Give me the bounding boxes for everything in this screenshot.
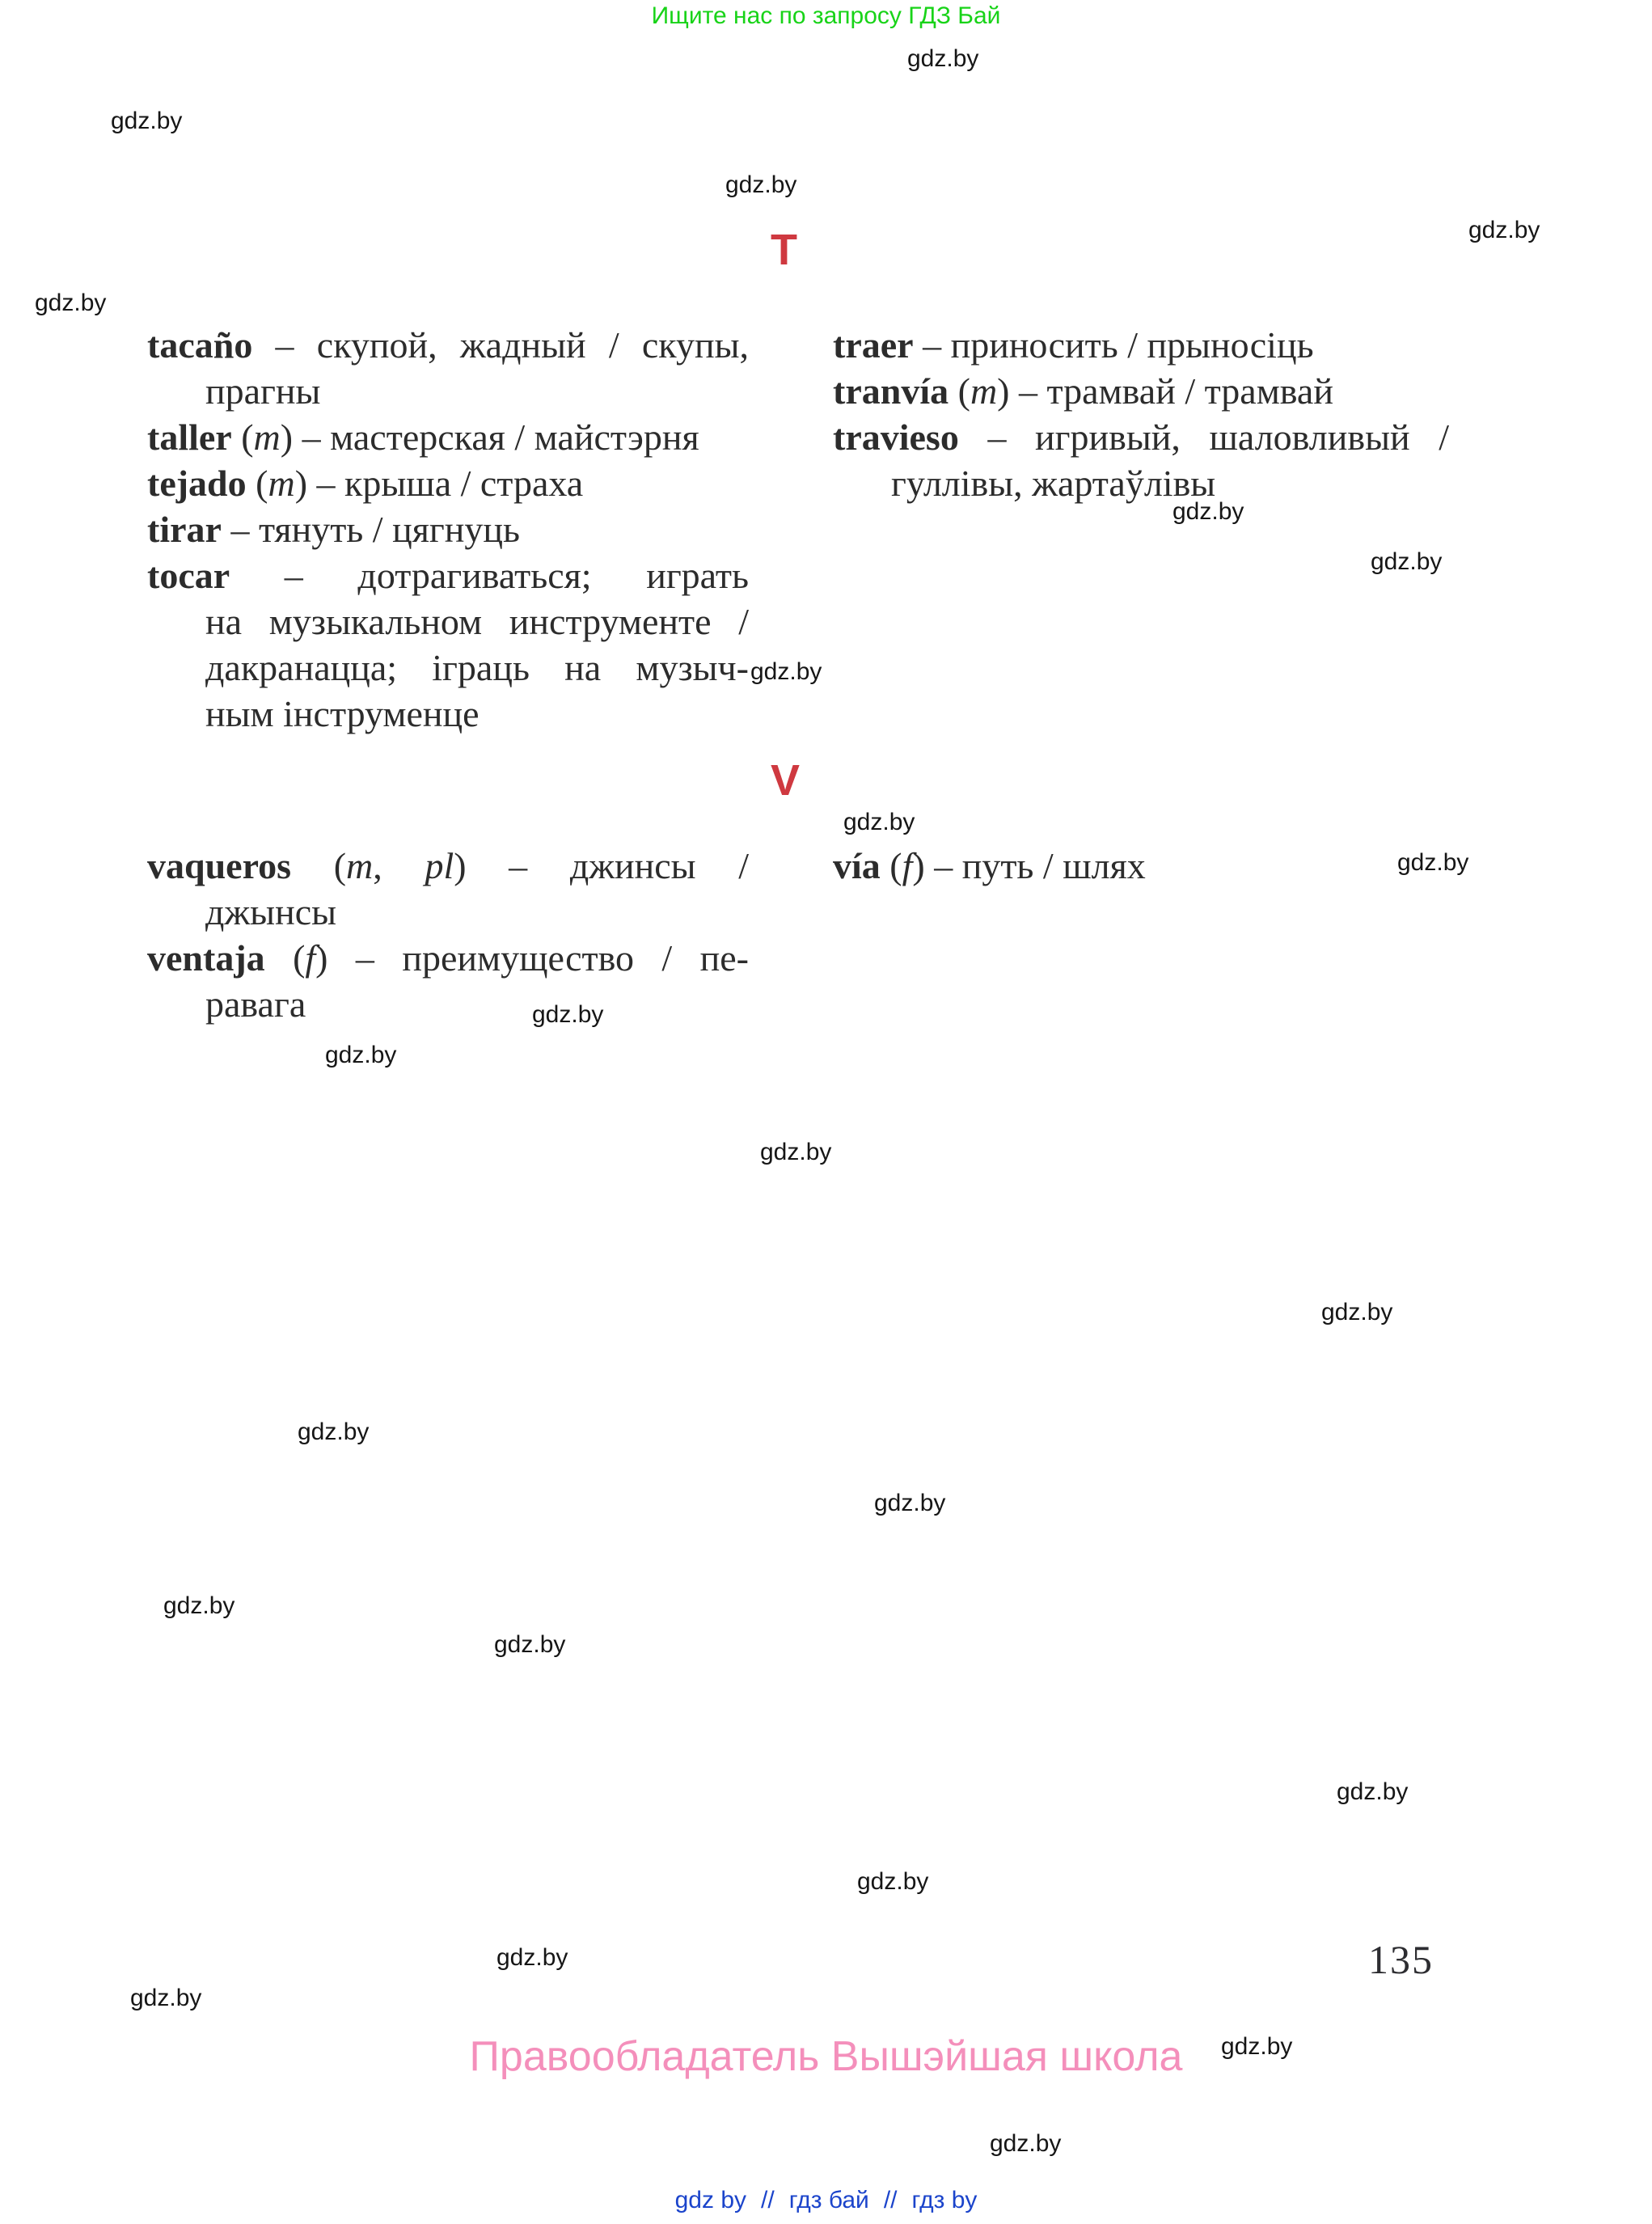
entry-text: – игривый, шаловливый / — [958, 416, 1449, 458]
watermark: gdz.by — [1321, 1299, 1393, 1326]
links-separator: // — [761, 2187, 775, 2213]
entry-text: на музыкальном инструменте / — [205, 601, 749, 642]
headword: traer — [833, 324, 914, 366]
dict-line — [833, 368, 1449, 414]
entry-text: ( — [880, 845, 902, 886]
footer-links-row — [0, 2186, 1652, 2215]
entry-text: дакранацца; іграць на музыч- — [205, 647, 749, 688]
dict-line — [147, 843, 749, 889]
entry-text: – скупой, жадный / скупы, — [252, 324, 749, 366]
links-separator: // — [883, 2187, 898, 2213]
dict-line — [147, 645, 749, 691]
gender-marker: f — [305, 937, 316, 979]
entry-text: ( — [246, 463, 268, 504]
gender-marker: m — [268, 463, 295, 504]
entry-text: ) – путь / шлях — [912, 845, 1146, 886]
watermark: gdz.by — [857, 1868, 929, 1895]
watermark: gdz.by — [111, 108, 183, 134]
entry-text: ным інструменце — [205, 693, 480, 734]
dict-line — [147, 889, 749, 935]
entry-text: – приносить / прыносіць — [913, 324, 1314, 366]
watermark: gdz.by — [163, 1592, 235, 1619]
dict-line — [833, 414, 1449, 460]
watermark: gdz.by — [907, 45, 979, 72]
watermark: gdz.by — [1337, 1778, 1409, 1805]
watermark: gdz.by — [1468, 217, 1540, 243]
dict-line — [147, 322, 749, 368]
headword: ventaja — [147, 937, 265, 979]
dict-line — [833, 322, 1449, 368]
entry-text: ) – мастерская / майстэрня — [280, 416, 699, 458]
watermark: gdz.by — [760, 1139, 832, 1165]
entry-text: равага — [205, 983, 306, 1025]
headword: tejado — [147, 463, 247, 504]
watermark: gdz.by — [130, 1985, 202, 2011]
watermark: gdz.by — [874, 1490, 946, 1516]
dict-line — [833, 460, 1449, 506]
entry-text: ) – джинсы / — [454, 845, 750, 886]
watermark: gdz.by — [843, 809, 915, 835]
headword: vaqueros — [147, 845, 292, 886]
watermark: gdz.by — [990, 2130, 1062, 2157]
watermark: gdz.by — [725, 171, 797, 198]
headword: tranvía — [833, 370, 949, 412]
entry-text: джынсы — [205, 891, 337, 932]
headword: tocar — [147, 555, 230, 596]
dict-line — [147, 935, 749, 981]
copyright-line: Правообладатель Вышэйшая школа — [469, 2033, 1183, 2080]
footer-link-gdz-by-2[interactable]: гдз by — [911, 2187, 978, 2213]
dict-line — [147, 414, 749, 460]
entry-text: – дотрагиваться; играть — [230, 555, 749, 596]
gender-marker: f — [902, 845, 913, 886]
headword: tacaño — [147, 324, 253, 366]
footer-link-gdz-by[interactable]: gdz by — [674, 2187, 747, 2213]
section-heading-t: T — [771, 226, 797, 274]
gender-marker: pl — [425, 845, 454, 886]
dict-line — [147, 598, 749, 645]
entry-text: гуллівы, жартаўлівы — [891, 463, 1216, 504]
entry-text: , — [373, 845, 425, 886]
watermark: gdz.by — [496, 1944, 568, 1971]
watermark: gdz.by — [1397, 849, 1469, 876]
dict-line — [147, 691, 749, 737]
watermark: gdz.by — [1221, 2033, 1293, 2060]
headword: taller — [147, 416, 232, 458]
dict-line — [833, 843, 1449, 889]
gender-marker: m — [970, 370, 998, 412]
headword: tirar — [147, 509, 222, 550]
watermark: gdz.by — [1371, 548, 1443, 575]
dict-line — [147, 506, 749, 552]
page-number: 135 — [1368, 1937, 1434, 1982]
entry-text: ( — [264, 937, 306, 979]
dict-line — [147, 552, 749, 598]
gender-marker: m — [346, 845, 374, 886]
watermark: gdz.by — [298, 1419, 370, 1445]
headword: vía — [833, 845, 881, 886]
entry-text: ( — [291, 845, 347, 886]
entry-text: ( — [949, 370, 970, 412]
dict-line — [147, 368, 749, 414]
watermark: gdz.by — [1172, 498, 1244, 525]
entry-text: ) – трамвай / трамвай — [997, 370, 1333, 412]
dict-line — [147, 460, 749, 506]
entry-text: ) – преимущество / пе- — [315, 937, 749, 979]
watermark: gdz.by — [494, 1631, 566, 1658]
watermark: gdz.by — [532, 1001, 604, 1028]
headword: travieso — [833, 416, 959, 458]
watermark: gdz.by — [325, 1042, 397, 1068]
dict-line — [147, 981, 749, 1027]
entry-text: – тянуть / цягнуць — [221, 509, 520, 550]
entry-text: ) – крыша / страха — [294, 463, 584, 504]
gender-marker: m — [253, 416, 281, 458]
watermark: gdz.by — [35, 290, 107, 316]
footer-link-gdz-bai[interactable]: гдз бай — [788, 2187, 869, 2213]
entry-text: прагны — [205, 370, 321, 412]
watermark: gdz.by — [750, 658, 822, 685]
entry-text: ( — [231, 416, 254, 458]
section-heading-v: V — [771, 756, 801, 805]
promo-banner: Ищите нас по запросу ГДЗ Бай — [651, 2, 1001, 29]
